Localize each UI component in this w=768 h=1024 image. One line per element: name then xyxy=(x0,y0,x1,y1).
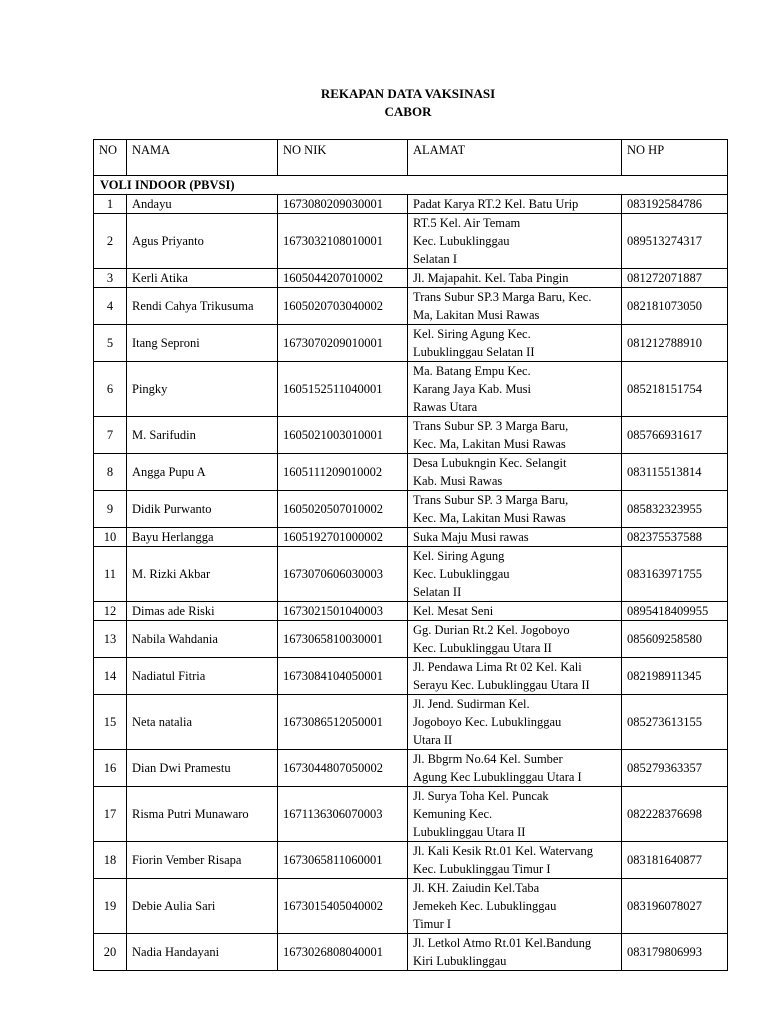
row-hp: 083179806993 xyxy=(622,934,728,971)
row-alamat-line: Kec. Lubuklinggau xyxy=(413,567,510,581)
vaccination-table xyxy=(93,139,728,971)
row-alamat-line: Jl. Kali Kesik Rt.01 Kel. Watervang xyxy=(413,844,593,858)
row-alamat-line: Ma. Batang Empu Kec. xyxy=(413,364,531,378)
table-row xyxy=(94,454,728,491)
row-nik: 1673084104050001 xyxy=(278,658,408,695)
row-no: 1 xyxy=(94,195,127,214)
row-hp: 085766931617 xyxy=(622,417,728,454)
row-alamat-line: Desa Lubukngin Kec. Selangit xyxy=(413,456,567,470)
row-nama: Neta natalia xyxy=(127,695,278,750)
table-row xyxy=(94,325,728,362)
row-nik: 1673070606030003 xyxy=(278,547,408,602)
row-hp: 082228376698 xyxy=(622,787,728,842)
row-nama: Andayu xyxy=(127,195,278,214)
table-row xyxy=(94,288,728,325)
row-nama: Risma Putri Munawaro xyxy=(127,787,278,842)
row-alamat xyxy=(408,214,622,269)
row-alamat-line: Agung Kec Lubuklinggau Utara I xyxy=(413,770,582,784)
row-nik: 1673015405040002 xyxy=(278,879,408,934)
row-nama: Dian Dwi Pramestu xyxy=(127,750,278,787)
row-no: 15 xyxy=(94,695,127,750)
row-alamat-line: Jl. Jend. Sudirman Kel. xyxy=(413,697,530,711)
row-alamat-line: Trans Subur SP. 3 Marga Baru, xyxy=(413,419,569,433)
row-alamat-line: Suka Maju Musi rawas xyxy=(413,530,529,544)
row-alamat-line: Kel. Mesat Seni xyxy=(413,604,494,618)
row-nama: Nadia Handayani xyxy=(127,934,278,971)
row-alamat-line: Ma, Lakitan Musi Rawas xyxy=(413,308,540,322)
table-row xyxy=(94,787,728,842)
row-alamat xyxy=(408,934,622,971)
row-nama: Kerli Atika xyxy=(127,269,278,288)
header-nama: NAMA xyxy=(127,140,278,176)
row-alamat-line: Jl. Letkol Atmo Rt.01 Kel.Bandung xyxy=(413,936,592,950)
row-no: 16 xyxy=(94,750,127,787)
row-hp: 083163971755 xyxy=(622,547,728,602)
row-hp: 082375537588 xyxy=(622,528,728,547)
header-alamat: ALAMAT xyxy=(408,140,622,176)
row-no: 11 xyxy=(94,547,127,602)
row-nama: Didik Purwanto xyxy=(127,491,278,528)
row-hp: 082181073050 xyxy=(622,288,728,325)
row-nama: Bayu Herlangga xyxy=(127,528,278,547)
row-alamat xyxy=(408,325,622,362)
table-row xyxy=(94,269,728,288)
row-no: 18 xyxy=(94,842,127,879)
row-no: 8 xyxy=(94,454,127,491)
table-row xyxy=(94,214,728,269)
row-hp: 083181640877 xyxy=(622,842,728,879)
row-alamat-line: Serayu Kec. Lubuklinggau Utara II xyxy=(413,678,590,692)
row-alamat xyxy=(408,528,622,547)
row-alamat xyxy=(408,288,622,325)
row-alamat-line: Kec. Lubuklinggau Timur I xyxy=(413,862,551,876)
row-hp: 083196078027 xyxy=(622,879,728,934)
row-no: 14 xyxy=(94,658,127,695)
row-alamat xyxy=(408,879,622,934)
row-no: 7 xyxy=(94,417,127,454)
header-no: NO xyxy=(94,140,127,176)
row-alamat-line: Jl. Bbgrm No.64 Kel. Sumber xyxy=(413,752,563,766)
row-alamat-line: Kec. Ma, Lakitan Musi Rawas xyxy=(413,437,566,451)
row-alamat xyxy=(408,362,622,417)
table-row xyxy=(94,879,728,934)
row-nik: 1605021003010001 xyxy=(278,417,408,454)
row-alamat-line: Utara II xyxy=(413,733,453,747)
table-row xyxy=(94,417,728,454)
table-row xyxy=(94,362,728,417)
row-nama: Pingky xyxy=(127,362,278,417)
row-nama: Rendi Cahya Trikusuma xyxy=(127,288,278,325)
row-nik: 1671136306070003 xyxy=(278,787,408,842)
row-alamat-line: Jemekeh Kec. Lubuklinggau xyxy=(413,899,557,913)
row-alamat xyxy=(408,787,622,842)
row-alamat-line: Kel. Siring Agung xyxy=(413,549,505,563)
row-nik: 1673026808040001 xyxy=(278,934,408,971)
row-alamat-line: Jl. Pendawa Lima Rt 02 Kel. Kali xyxy=(413,660,582,674)
row-nik: 1605044207010002 xyxy=(278,269,408,288)
row-alamat xyxy=(408,658,622,695)
table-row xyxy=(94,621,728,658)
row-alamat-line: Selatan II xyxy=(413,585,462,599)
header-nik: NO NIK xyxy=(278,140,408,176)
row-nama: Fiorin Vember Risapa xyxy=(127,842,278,879)
row-nik: 1673021501040003 xyxy=(278,602,408,621)
row-hp: 089513274317 xyxy=(622,214,728,269)
row-alamat-line: Kemuning Kec. xyxy=(413,807,493,821)
row-nama: M. Rizki Akbar xyxy=(127,547,278,602)
row-alamat-line: Jl. Majapahit. Kel. Taba Pingin xyxy=(413,271,569,285)
row-no: 17 xyxy=(94,787,127,842)
row-nama: Agus Priyanto xyxy=(127,214,278,269)
table-row xyxy=(94,750,728,787)
row-alamat-line: Lubuklinggau Selatan II xyxy=(413,345,535,359)
row-hp: 085279363357 xyxy=(622,750,728,787)
row-nama: M. Sarifudin xyxy=(127,417,278,454)
row-alamat-line: Selatan I xyxy=(413,252,458,266)
table-row xyxy=(94,528,728,547)
row-alamat xyxy=(408,602,622,621)
table-row xyxy=(94,547,728,602)
row-alamat-line: Jogoboyo Kec. Lubuklinggau xyxy=(413,715,562,729)
row-nama: Nabila Wahdania xyxy=(127,621,278,658)
table-header-row xyxy=(94,140,728,176)
row-hp: 085609258580 xyxy=(622,621,728,658)
table-row xyxy=(94,602,728,621)
row-nik: 1605020507010002 xyxy=(278,491,408,528)
row-hp: 085832323955 xyxy=(622,491,728,528)
row-alamat-line: Kec. Lubuklinggau Utara II xyxy=(413,641,552,655)
row-nik: 1605020703040002 xyxy=(278,288,408,325)
row-nik: 1673065810030001 xyxy=(278,621,408,658)
row-alamat-line: Kec. Ma, Lakitan Musi Rawas xyxy=(413,511,566,525)
row-alamat-line: Gg. Durian Rt.2 Kel. Jogoboyo xyxy=(413,623,570,637)
row-alamat-line: Trans Subur SP. 3 Marga Baru, xyxy=(413,493,569,507)
row-nik: 1673086512050001 xyxy=(278,695,408,750)
row-alamat xyxy=(408,547,622,602)
row-hp: 083192584786 xyxy=(622,195,728,214)
row-nik: 1673032108010001 xyxy=(278,214,408,269)
table-row xyxy=(94,491,728,528)
row-nik: 1605152511040001 xyxy=(278,362,408,417)
row-nama: Nadiatul Fitria xyxy=(127,658,278,695)
table-row xyxy=(94,934,728,971)
page-title: REKAPAN DATA VAKSINASI xyxy=(320,86,496,101)
section-label: VOLI INDOOR (PBVSI) xyxy=(94,176,728,195)
row-no: 19 xyxy=(94,879,127,934)
row-alamat-line: Jl. Surya Toha Kel. Puncak xyxy=(413,789,549,803)
table-row xyxy=(94,842,728,879)
row-nama: Angga Pupu A xyxy=(127,454,278,491)
row-alamat xyxy=(408,269,622,288)
row-hp: 0895418409955 xyxy=(622,602,728,621)
row-hp: 083115513814 xyxy=(622,454,728,491)
row-hp: 081212788910 xyxy=(622,325,728,362)
row-alamat-line: Kab. Musi Rawas xyxy=(413,474,503,488)
row-alamat xyxy=(408,454,622,491)
row-nik: 1605111209010002 xyxy=(278,454,408,491)
row-no: 6 xyxy=(94,362,127,417)
row-alamat xyxy=(408,695,622,750)
row-nik: 1673044807050002 xyxy=(278,750,408,787)
row-alamat-line: RT.5 Kel. Air Temam xyxy=(413,216,521,230)
row-no: 13 xyxy=(94,621,127,658)
table-row xyxy=(94,695,728,750)
row-no: 3 xyxy=(94,269,127,288)
table-row xyxy=(94,658,728,695)
page-subtitle: CABOR xyxy=(384,104,432,119)
row-nik: 1673080209030001 xyxy=(278,195,408,214)
row-nik: 1673065811060001 xyxy=(278,842,408,879)
row-no: 20 xyxy=(94,934,127,971)
row-nama: Itang Seproni xyxy=(127,325,278,362)
row-no: 2 xyxy=(94,214,127,269)
row-alamat xyxy=(408,842,622,879)
header-hp: NO HP xyxy=(622,140,728,176)
row-alamat-line: Jl. KH. Zaiudin Kel.Taba xyxy=(413,881,540,895)
row-no: 9 xyxy=(94,491,127,528)
row-nik: 1673070209010001 xyxy=(278,325,408,362)
row-hp: 081272071887 xyxy=(622,269,728,288)
row-alamat-line: Kel. Siring Agung Kec. xyxy=(413,327,531,341)
table-row xyxy=(94,195,728,214)
row-no: 5 xyxy=(94,325,127,362)
row-alamat xyxy=(408,195,622,214)
row-alamat-line: Timur I xyxy=(413,917,452,931)
row-alamat xyxy=(408,621,622,658)
row-alamat-line: Kiri Lubuklinggau xyxy=(413,954,507,968)
row-alamat xyxy=(408,750,622,787)
row-nama: Dimas ade Riski xyxy=(127,602,278,621)
row-alamat-line: Padat Karya RT.2 Kel. Batu Urip xyxy=(413,197,579,211)
row-alamat xyxy=(408,417,622,454)
row-hp: 082198911345 xyxy=(622,658,728,695)
row-no: 12 xyxy=(94,602,127,621)
row-alamat-line: Karang Jaya Kab. Musi xyxy=(413,382,532,396)
row-no: 10 xyxy=(94,528,127,547)
row-hp: 085273613155 xyxy=(622,695,728,750)
row-no: 4 xyxy=(94,288,127,325)
row-alamat-line: Trans Subur SP.3 Marga Baru, Kec. xyxy=(413,290,592,304)
row-alamat-line: Rawas Utara xyxy=(413,400,478,414)
row-nama: Debie Aulia Sari xyxy=(127,879,278,934)
row-nik: 1605192701000002 xyxy=(278,528,408,547)
section-row xyxy=(94,176,728,195)
row-alamat-line: Kec. Lubuklinggau xyxy=(413,234,510,248)
row-alamat-line: Lubuklinggau Utara II xyxy=(413,825,526,839)
row-alamat xyxy=(408,491,622,528)
row-hp: 085218151754 xyxy=(622,362,728,417)
